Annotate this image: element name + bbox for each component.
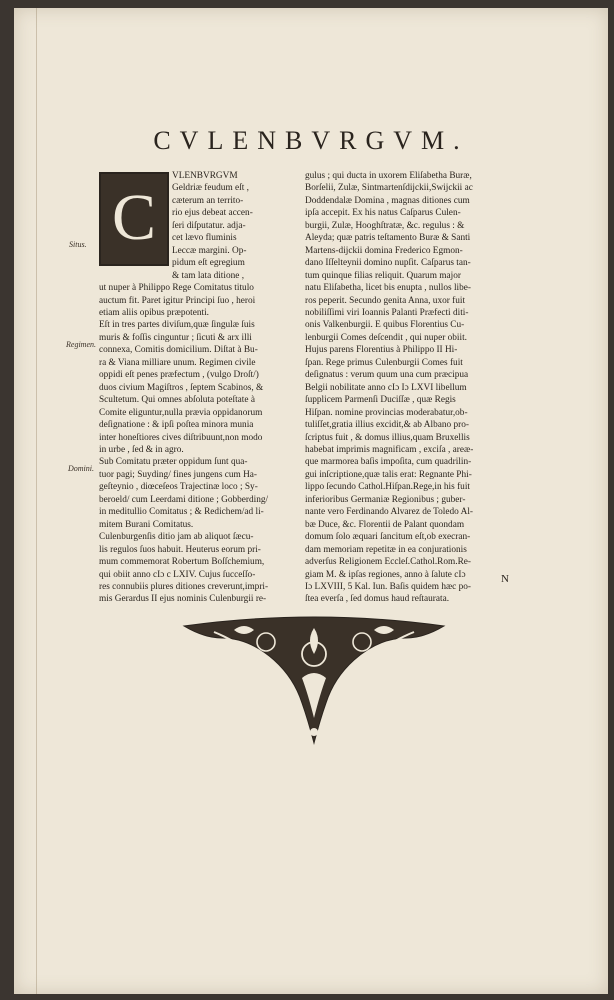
right-column-line: nobiliſſimi viri Ioannis Palanti Præfecti diti- xyxy=(305,307,469,318)
right-column-line: tuliſſet,gratia illius excidit,& ab Albano pro- xyxy=(305,420,469,431)
left-column-line: Sub Comitatu præter oppidum ſunt qua- xyxy=(99,457,248,468)
opening-text-line: cæterum an territo- xyxy=(172,195,244,206)
catchword: N xyxy=(501,573,509,585)
right-column-line: Doddendalæ Domina , magnas ditiones cum xyxy=(305,195,470,206)
left-column-line: mitem Burani Comitatus. xyxy=(99,519,194,530)
left-column-line: auctum fit. Paret igitur Principi ſuo , heroi xyxy=(99,295,256,306)
right-column-line: nante vero Ferdinando Alvarez de Toledo Al- xyxy=(305,507,474,518)
left-column-line: ut nuper à Philippo Rege Comitatus titulo xyxy=(99,283,254,294)
right-column-line: tum quinque filias reliquit. Quarum major xyxy=(305,270,461,281)
opening-text-line: Leccæ margini. Op- xyxy=(172,245,247,256)
right-column-line: deſignatus : verum quum una cum præcipua xyxy=(305,370,469,381)
right-column-line: dano Iſſelteynii domino nupſit. Caſparus tan- xyxy=(305,258,471,269)
right-column-line: gui inſcriptione,quæ talis erat: Regnante Phi- xyxy=(305,469,472,480)
left-column-line: duos civium Magiſtros , ſeptem Scabinos, & xyxy=(99,382,264,393)
right-column-line: gulus ; qui ducta in uxorem Eliſabetha Buræ, xyxy=(305,171,472,181)
right-column-line: giam M. & ipſas regiones, anno à ſalute cIɔ xyxy=(305,569,466,580)
opening-text-block xyxy=(172,170,295,282)
right-column-line: natu Eliſabetha, licet bis enupta , nullos libe- xyxy=(305,283,472,294)
right-column-line: habebat imprimis magnificam , exciſa , areæ- xyxy=(305,444,474,455)
left-column-line: Scultetum. Qui omnes abſoluta poteſtate à xyxy=(99,395,255,406)
drop-cap-letter: C xyxy=(111,181,157,254)
right-column-line: Iɔ LXVIII, 5 Kal. Iun. Baſis quidem hæc po- xyxy=(305,581,472,592)
right-column-line: adverſus Religionem Eccleſ.Cathol.Rom.Re- xyxy=(305,557,472,568)
left-column-line: Eſt in tres partes diviſum,quæ ſingulæ ſuis xyxy=(99,320,255,331)
page-title: CVLENBVRGVM. xyxy=(153,126,469,155)
right-column-line: lenburgii Comes deſcendit , qui nuper obiit. xyxy=(305,332,467,343)
opening-text-line: rio ejus debeat accen- xyxy=(172,208,253,219)
opening-text-line: Geldriæ feudum eſt , xyxy=(172,183,249,194)
left-column-line: inter honeſtiores cives diſtribuunt,non modo xyxy=(99,432,263,443)
left-column-line: Comite eliguntur,nulla prævia oppidanorum xyxy=(99,407,263,418)
left-column-line: in urbe , ſed & in agro. xyxy=(99,444,184,455)
right-column-line: Aleyda; quæ patris teſtamento Buræ & Santi xyxy=(305,233,471,244)
right-column-line: Borſelii, Zulæ, Sintmartenſdijckii,Swijckii ac xyxy=(305,183,473,194)
right-column-line: ſtea everſa , ſed domus haud reſtaurata. xyxy=(305,594,450,605)
left-column-line: muris & foſſis cinguntur ; ſicuti & arx illi xyxy=(99,332,252,343)
right-column-line: Belgii nobilitate anno cIɔ Iɔ LXVI libellum xyxy=(305,382,467,393)
margin-note-regimen: Regimen. xyxy=(66,340,96,349)
right-column-line: ipſa accepit. Ex his natus Caſparus Culen- xyxy=(305,208,461,219)
left-column-line: res connubiis plures ditiones creverunt,impri- xyxy=(99,581,269,592)
left-column-line: tuor pagi; Suyding/ fines jungens cum Ha- xyxy=(99,469,258,480)
right-column-line: burgii, Zulæ, Hooghſtratæ, &c. regulus : & xyxy=(305,220,465,231)
opening-text-line: & tam lata ditione , xyxy=(172,270,245,281)
left-column-line: beroeld/ cum Leerdami ditione ; Gobberding/ xyxy=(99,494,269,505)
left-column-line: Culenburgenſis ditio jam ab aliquot ſæcu- xyxy=(99,532,254,543)
left-column-line: mum commemorat Robertum Boſſchemium, xyxy=(99,557,265,568)
left-column-line: connexa, Comitis domicilium. Diſtat à Bu- xyxy=(99,345,258,356)
page-sheet xyxy=(14,8,608,994)
opening-text-line: pidum eſt egregium xyxy=(172,258,245,269)
right-column-line: bæ Duce, &c. Florentii de Palant quondam xyxy=(305,519,465,530)
right-column-line: ſupplicem Parmenſi Duciſſæ , quæ Regis xyxy=(305,395,456,406)
right-column-line: domum ſolo æquari ſancitum eſt,ob execran- xyxy=(305,532,471,543)
right-column-line: Martens-dijckii domina Frederico Egmon- xyxy=(305,245,463,256)
left-column-line: qui obiit anno cIɔ c LXIV. Cujus ſucceſſo- xyxy=(99,569,256,580)
opening-text-line: cet lævo fluminis xyxy=(172,233,237,244)
left-column-line: mis Gerardus II ejus nominis Culenburgii re- xyxy=(99,594,267,605)
margin-note-situs: Situs. xyxy=(69,240,87,249)
right-column-line: ſcriptus fuit , & domus illius,quam Bruxellis xyxy=(305,432,470,443)
left-column-line: etiam aliis opibus præpotenti. xyxy=(99,307,210,318)
right-column-line: que marmorea baſis impoſita, cum quadrilin- xyxy=(305,457,472,468)
left-column-line: lis regulos ſuos habuit. Heuterus eorum pri- xyxy=(99,544,261,555)
right-column-line: ros peperit. Secundo genita Anna, uxor fuit xyxy=(305,295,466,306)
right-column xyxy=(305,170,511,606)
opening-text-line: VLENBVRGVM xyxy=(172,171,238,181)
opening-text-line: ſeri diſputatur. adja- xyxy=(172,220,246,231)
right-column-line: onis Valkenburgii. E quibus Florentius Cu- xyxy=(305,320,465,331)
tailpiece-ornament-icon xyxy=(174,608,454,748)
left-column-line: ra & Viana milliare unum. Regimen civile xyxy=(99,357,256,368)
right-column-line: ſpan. Rege primus Culenburgii Comes fuit xyxy=(305,357,463,368)
left-column-line: geſteynio , diœceſeos Trajectinæ loco ; Sy- xyxy=(99,482,258,493)
right-column-line: Hujus parens Florentius à Philippo II Hi- xyxy=(305,345,458,356)
right-column-line: inferioribus Germaniæ Regionibus ; guber- xyxy=(305,494,466,505)
left-column-line: in meditullio Comitatus ; & Redichem/ad li- xyxy=(99,507,264,518)
left-column-line: deſignatione : & ipſi poſtea minora munia xyxy=(99,420,254,431)
margin-note-domini: Domini. xyxy=(68,464,94,473)
right-column-line: dam memoriam repetitæ in ea conjurationis xyxy=(305,544,467,555)
right-column-line: Hiſpan. nomine provincias moderabatur,ob- xyxy=(305,407,468,418)
right-column-line: lippo ſecundo Cathol.Hiſpan.Rege,in his fuit xyxy=(305,482,470,493)
left-column-line: oppidi eſt penes præfectum , (vulgo Droſt/) xyxy=(99,370,259,381)
